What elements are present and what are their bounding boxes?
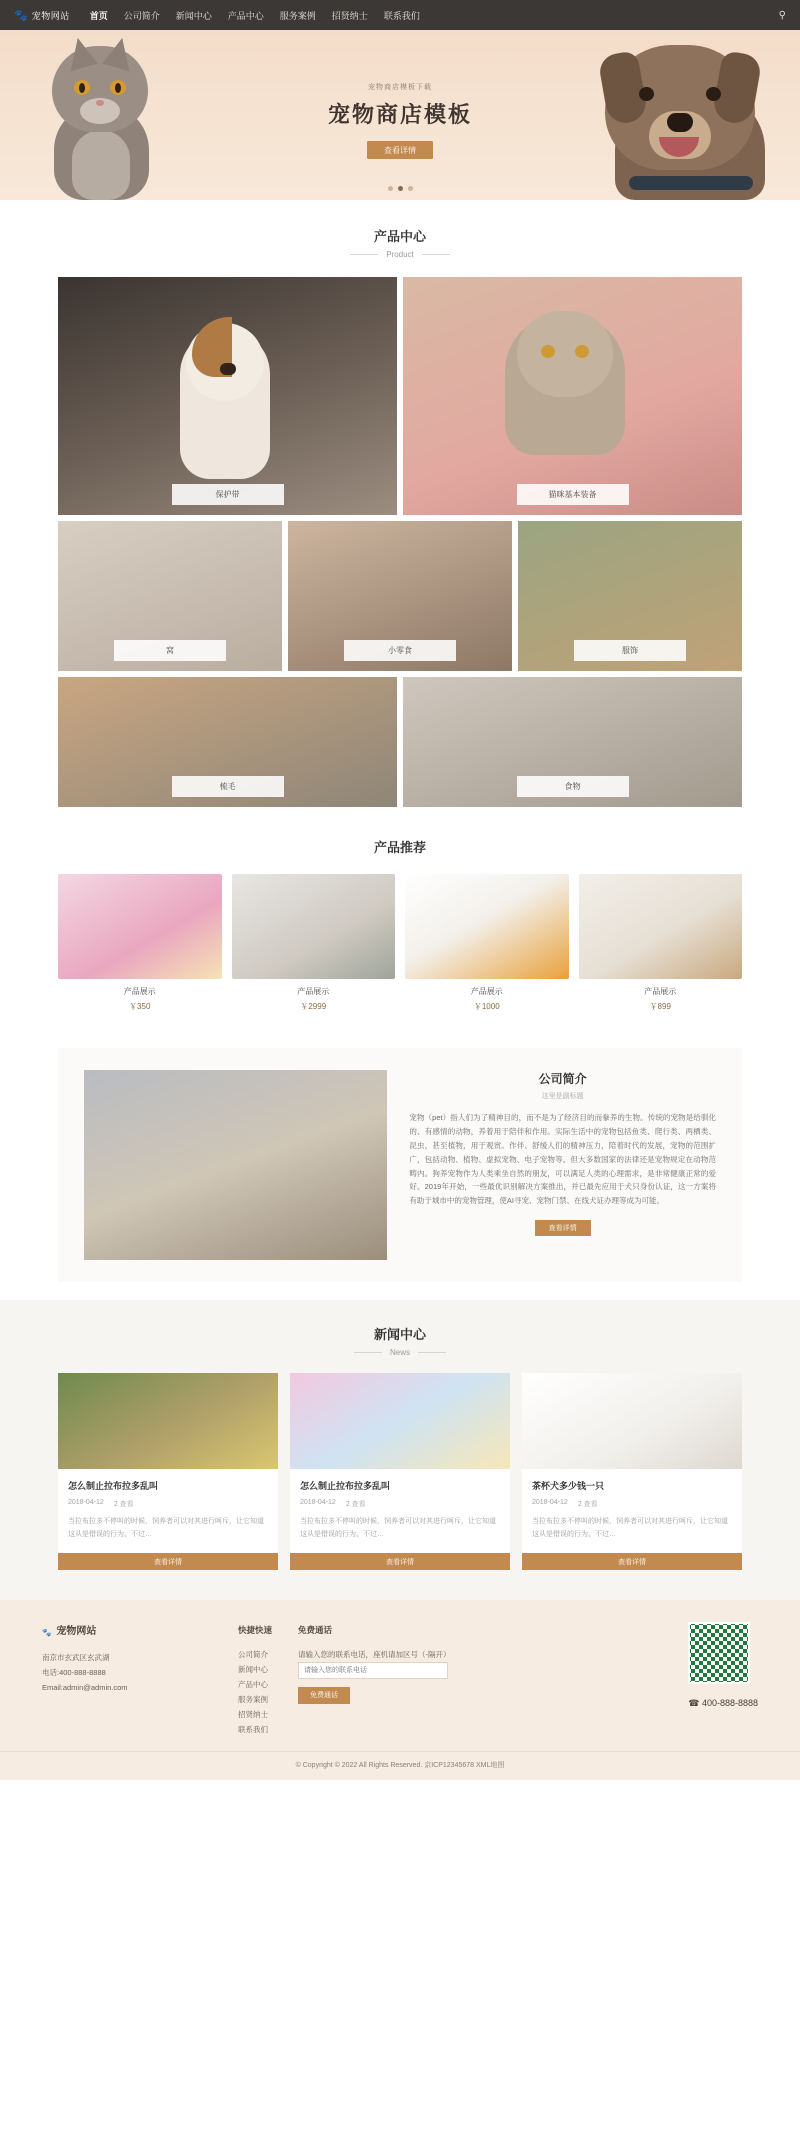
news-card-image [522, 1373, 742, 1469]
news-card-title: 怎么制止拉布拉多乱叫 [300, 1481, 391, 1491]
footer-links-heading: 快捷快速 [238, 1625, 273, 1636]
product-tile[interactable] [58, 277, 397, 515]
about-detail-button[interactable]: 查看详情 [535, 1220, 591, 1236]
product-tile[interactable] [288, 521, 512, 671]
site-footer [0, 1600, 800, 1751]
nav-item-jobs[interactable]: 招贤纳士 [331, 10, 368, 21]
recommend-item-price: ￥350 [129, 1002, 151, 1011]
news-card-desc: 当拉布拉多不停叫的时候，饲养者可以对其进行呵斥，让它知道这从是错误的行为。不过… [68, 1518, 264, 1538]
news-card[interactable] [522, 1373, 742, 1570]
product-tile[interactable] [58, 677, 397, 807]
product-tile-caption: 梳毛 [172, 776, 284, 797]
carousel-dot-1[interactable] [388, 186, 393, 191]
footer-link-products[interactable]: 产品中心 [238, 1680, 268, 1690]
footer-logo-text: 宠物网站 [56, 1626, 97, 1638]
news-card-desc: 当拉布拉多不停叫的时候，饲养者可以对其进行呵斥，让它知道这从是错误的行为。不过… [532, 1518, 728, 1538]
recommend-item-price: ￥2999 [300, 1002, 327, 1011]
nav-item-products[interactable]: 产品中心 [227, 10, 264, 21]
footer-link-cases[interactable]: 服务案例 [238, 1695, 268, 1705]
news-heading [58, 1324, 742, 1357]
about-subtitle: 这里是副标题 [541, 1093, 584, 1100]
product-tile[interactable] [58, 521, 282, 671]
recommend-item-price: ￥1000 [473, 1002, 500, 1011]
product-tile[interactable] [518, 521, 742, 671]
recommend-item[interactable] [405, 874, 569, 1012]
footer-logo[interactable] [42, 1622, 212, 1642]
recommend-heading [58, 837, 742, 856]
news-card-image [290, 1373, 510, 1469]
carousel-dots [0, 186, 800, 191]
news-card-comments: 2 查看 [577, 1501, 598, 1508]
about-body-text: 宠物（pet）指人们为了精神目的，而不是为了经济目的而豢养的生物。传统的宠物是给驯化的、有感情的动物，养着用于陪伴和作用。实际生活中的宠物包括鱼类、爬行类、两栖类、昆虫，甚至植物，用于观赏。作伴、舒缓人们的精神压力，陪着时代的发展，宠物的范围扩广，包括动物、植物、虚拟宠物、电子宠物等。但大多数国家的法律还是宠物规定在动物范畴内。狗养宠物作为人类乘坐自然的朋友，可以满足人类的心理需求，是非常健康正常的爱好。2019年开始，一些最优识别解决方案推出，并已最先应用于犬只身份认证，这一方案将有助于城市中的宠物管理，使AI寻宠、宠物门禁、在线犬证办理等成为可能。 [409, 1113, 716, 1206]
recommend-item-name: 产品展示 [123, 987, 156, 996]
recommend-item[interactable] [232, 874, 396, 1012]
paw-icon: 🐾 [14, 9, 28, 22]
free-call-button[interactable]: 免费通话 [298, 1687, 350, 1704]
nav-item-news[interactable]: 新闻中心 [175, 10, 212, 21]
recommend-item[interactable] [579, 874, 743, 1012]
news-card-button[interactable]: 查看详情 [58, 1553, 278, 1570]
hero-banner [0, 30, 800, 200]
news-card-desc: 当拉布拉多不停叫的时候，饲养者可以对其进行呵斥，让它知道这从是错误的行为。不过… [300, 1518, 496, 1538]
main-nav [90, 9, 420, 22]
news-title-en: News [58, 1348, 742, 1357]
hero-title: 宠物商店模板 [327, 102, 472, 127]
news-card-title: 怎么制止拉布拉多乱叫 [68, 1481, 159, 1491]
search-icon[interactable]: ⚲ [778, 9, 786, 21]
carousel-dot-3[interactable] [408, 186, 413, 191]
recommend-item-image [579, 874, 743, 979]
qr-code-icon [688, 1622, 750, 1684]
footer-subscribe-heading: 免费通话 [298, 1625, 333, 1636]
news-card-title: 茶杯犬多少钱一只 [532, 1481, 605, 1491]
footer-subscribe [298, 1622, 451, 1737]
phone-input[interactable] [298, 1662, 448, 1679]
products-section [0, 200, 800, 833]
paw-icon: 🐾 [42, 1627, 52, 1637]
recommend-item-image [58, 874, 222, 979]
footer-link-contact[interactable]: 联系我们 [238, 1725, 268, 1735]
news-card-date: 2018-04-12 [300, 1499, 336, 1506]
news-card-image [58, 1373, 278, 1469]
product-tile-caption: 服饰 [574, 640, 686, 661]
footer-link-about[interactable]: 公司简介 [238, 1650, 268, 1660]
footer-qr-block [688, 1622, 758, 1737]
nav-item-cases[interactable]: 服务案例 [279, 10, 316, 21]
news-card[interactable] [290, 1373, 510, 1570]
footer-brand [42, 1622, 212, 1737]
product-tile-caption: 猫咪基本装备 [517, 484, 629, 505]
product-tile-caption: 保护带 [172, 484, 284, 505]
nav-item-contact[interactable]: 联系我们 [383, 10, 420, 21]
footer-link-jobs[interactable]: 招贤纳士 [238, 1710, 268, 1720]
product-tile[interactable] [403, 677, 742, 807]
footer-link-news[interactable]: 新闻中心 [238, 1665, 268, 1675]
news-card[interactable] [58, 1373, 278, 1570]
news-card-button[interactable]: 查看详情 [522, 1553, 742, 1570]
recommend-item-image [405, 874, 569, 979]
recommend-grid [58, 874, 742, 1012]
nav-item-home[interactable]: 首页 [89, 10, 108, 21]
about-section [0, 1038, 800, 1300]
footer-phone: 电话:400-888-8888 [42, 1668, 106, 1678]
about-title: 公司简介 [538, 1072, 587, 1086]
products-heading [58, 226, 742, 259]
hero-subtitle: 宠物商店模板下载 [368, 84, 432, 91]
news-card-button[interactable]: 查看详情 [290, 1553, 510, 1570]
news-grid [58, 1373, 742, 1570]
product-tile-caption: 小零食 [344, 640, 456, 661]
products-title-cn: 产品中心 [373, 229, 426, 244]
recommend-item-name: 产品展示 [644, 987, 677, 996]
about-content [409, 1070, 716, 1260]
product-tile-caption: 食物 [517, 776, 629, 797]
products-grid [58, 277, 742, 807]
recommend-item-price: ￥899 [649, 1002, 671, 1011]
news-card-date: 2018-04-12 [68, 1499, 104, 1506]
recommend-item[interactable] [58, 874, 222, 1012]
carousel-dot-2[interactable] [398, 186, 403, 191]
hero-content [0, 82, 800, 159]
product-tile-caption: 窝 [114, 640, 226, 661]
product-tile[interactable] [403, 277, 742, 515]
footer-hotline: ☎ 400-888-8888 [688, 1698, 758, 1709]
news-card-comments: 2 查看 [113, 1501, 134, 1508]
copyright-bar: © Copyright © 2022 All Rights Reserved. 京ICP12345678 XML地图 [0, 1751, 800, 1780]
footer-links [238, 1622, 272, 1737]
recommend-title: 产品推荐 [373, 840, 426, 855]
news-card-date: 2018-04-12 [532, 1499, 568, 1506]
news-card-comments: 2 查看 [345, 1501, 366, 1508]
recommend-section [0, 833, 800, 1038]
recommend-item-name: 产品展示 [470, 987, 503, 996]
site-header [0, 0, 800, 30]
site-logo[interactable] [14, 9, 70, 22]
footer-email: Email:admin@admin.com [42, 1683, 128, 1693]
nav-item-about[interactable]: 公司简介 [123, 10, 160, 21]
recommend-item-image [232, 874, 396, 979]
footer-address: 南京市玄武区玄武湖 [42, 1653, 110, 1663]
recommend-item-name: 产品展示 [297, 987, 330, 996]
footer-subscribe-desc: 请输入您的联系电话，座机请加区号（-隔开） [298, 1650, 451, 1660]
products-title-en: Product [58, 250, 742, 259]
about-image [84, 1070, 387, 1260]
logo-text: 宠物网站 [31, 10, 70, 21]
news-section [0, 1300, 800, 1600]
hero-cta-button[interactable]: 查看详情 [367, 141, 433, 159]
news-title-cn: 新闻中心 [373, 1327, 426, 1342]
